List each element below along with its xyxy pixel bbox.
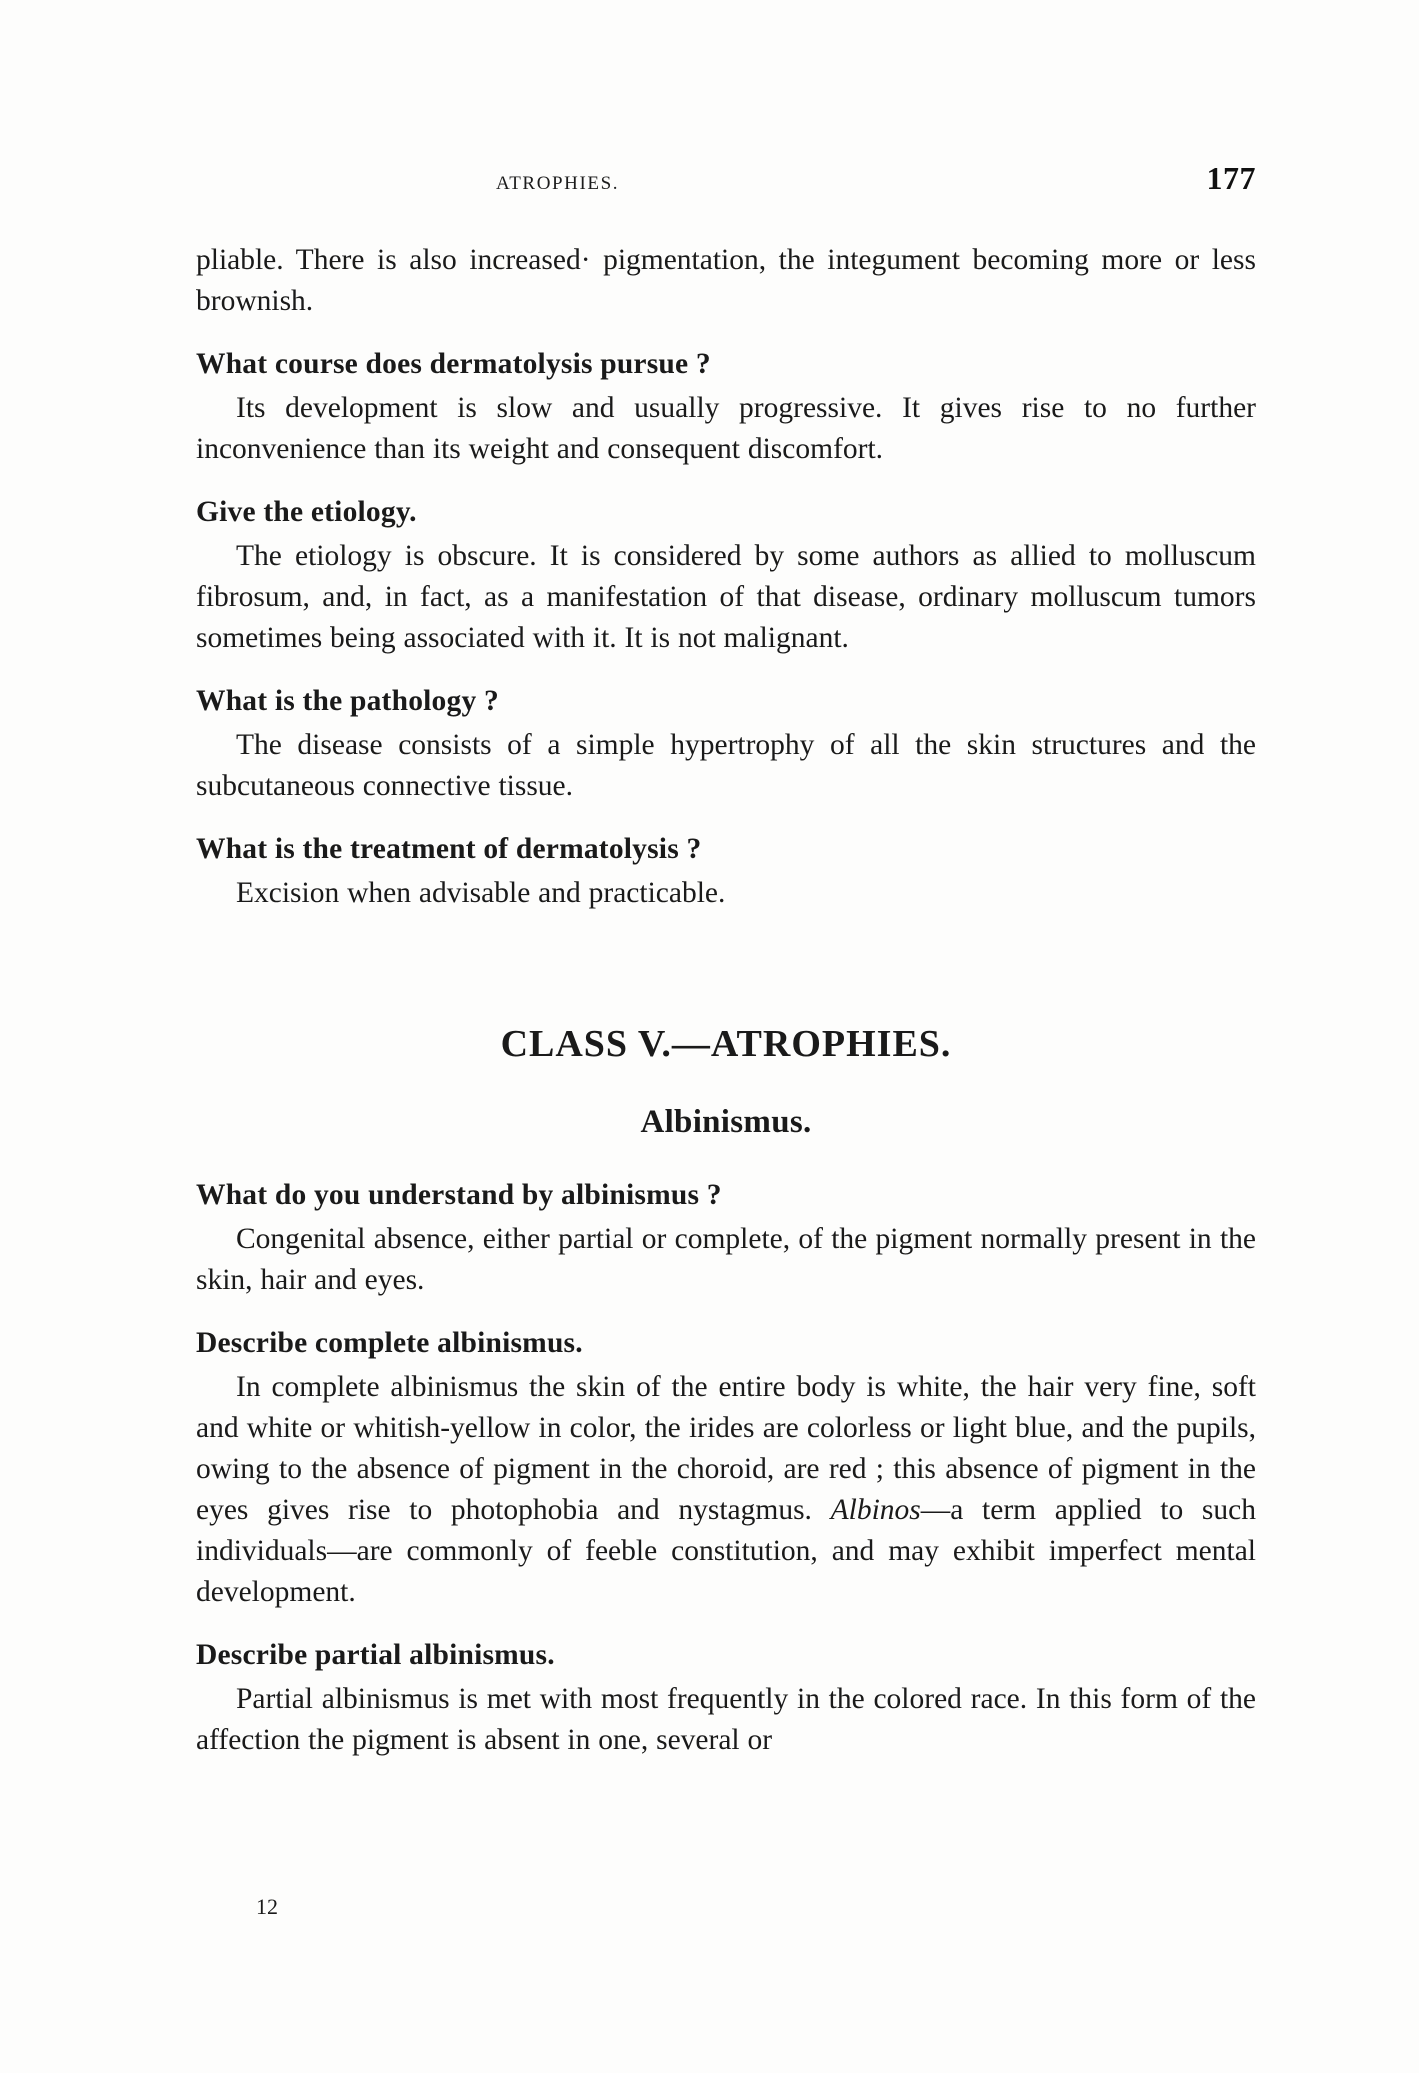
running-head (196, 160, 1256, 194)
running-title: ATROPHIES. (496, 173, 620, 194)
signature-mark: 12 (256, 1894, 278, 1919)
question-heading: Describe partial albinismus. (196, 1639, 555, 1671)
answer-italic-term: Albinos (830, 1494, 921, 1526)
page-number: 177 (1206, 160, 1256, 196)
class-heading: CLASS V.—ATROPHIES. (500, 1023, 952, 1065)
question-heading: What is the pathology ? (196, 685, 499, 717)
opening-paragraph: pliable. There is also increased· pigmentation, the integument becoming more or less brownish. (196, 244, 1256, 317)
sub-heading: Albinismus. (640, 1104, 812, 1140)
answer-paragraph (196, 1367, 1256, 1613)
qa-section-3 (196, 681, 1256, 807)
answer-paragraph: Its development is slow and usually progressive. It gives rise to no further inconvenience than its weight and consequent discomfort. (196, 392, 1256, 465)
answer-paragraph: The etiology is obscure. It is considered by some authors as allied to molluscum fibrosum, and, in fact, as a manifestation of that disease, ordinary molluscum tumors sometimes being associated with it. It is not malignant. (196, 540, 1256, 654)
answer-paragraph: The disease consists of a simple hypertrophy of all the skin structures and the subcutaneous connective tissue. (196, 729, 1256, 802)
answer-paragraph: Partial albinismus is met with most frequently in the colored race. In this form of the affection the pigment is absent in one, several or (196, 1683, 1256, 1756)
section-spacer (196, 930, 1256, 1022)
question-heading: What course does dermatolysis pursue ? (196, 348, 711, 380)
qa-section-5 (196, 1175, 1256, 1301)
answer-text-part2: —a term applied to such individuals—are commonly of feeble constitution, and may exhibit imperfect mental development. (196, 1494, 1256, 1608)
answer-paragraph: Excision when advisable and practicable. (236, 877, 726, 909)
question-heading: Describe complete albinismus. (196, 1327, 583, 1359)
qa-section-7 (196, 1635, 1256, 1761)
question-heading: Give the etiology. (196, 496, 417, 528)
answer-text-part1: In complete albinismus the skin of the entire body is white, the hair very fine, soft and white or whitish-yellow in color, the irides are colorless or light blue, and the pupils, owing to the absence of pigment in the choroid, are red ; this absence of pigment in the eyes gives rise to photophobia and nystagmus. (196, 1371, 1256, 1526)
question-heading: What do you understand by albinismus ? (196, 1179, 722, 1211)
answer-paragraph: Congenital absence, either partial or complete, of the pigment normally present in the skin, hair and eyes. (196, 1223, 1256, 1296)
page-content (196, 160, 1256, 1777)
question-heading: What is the treatment of dermatolysis ? (196, 833, 702, 865)
qa-section-6 (196, 1323, 1256, 1613)
qa-section-1 (196, 344, 1256, 470)
qa-section-2 (196, 492, 1256, 659)
qa-section-4 (196, 829, 1256, 914)
